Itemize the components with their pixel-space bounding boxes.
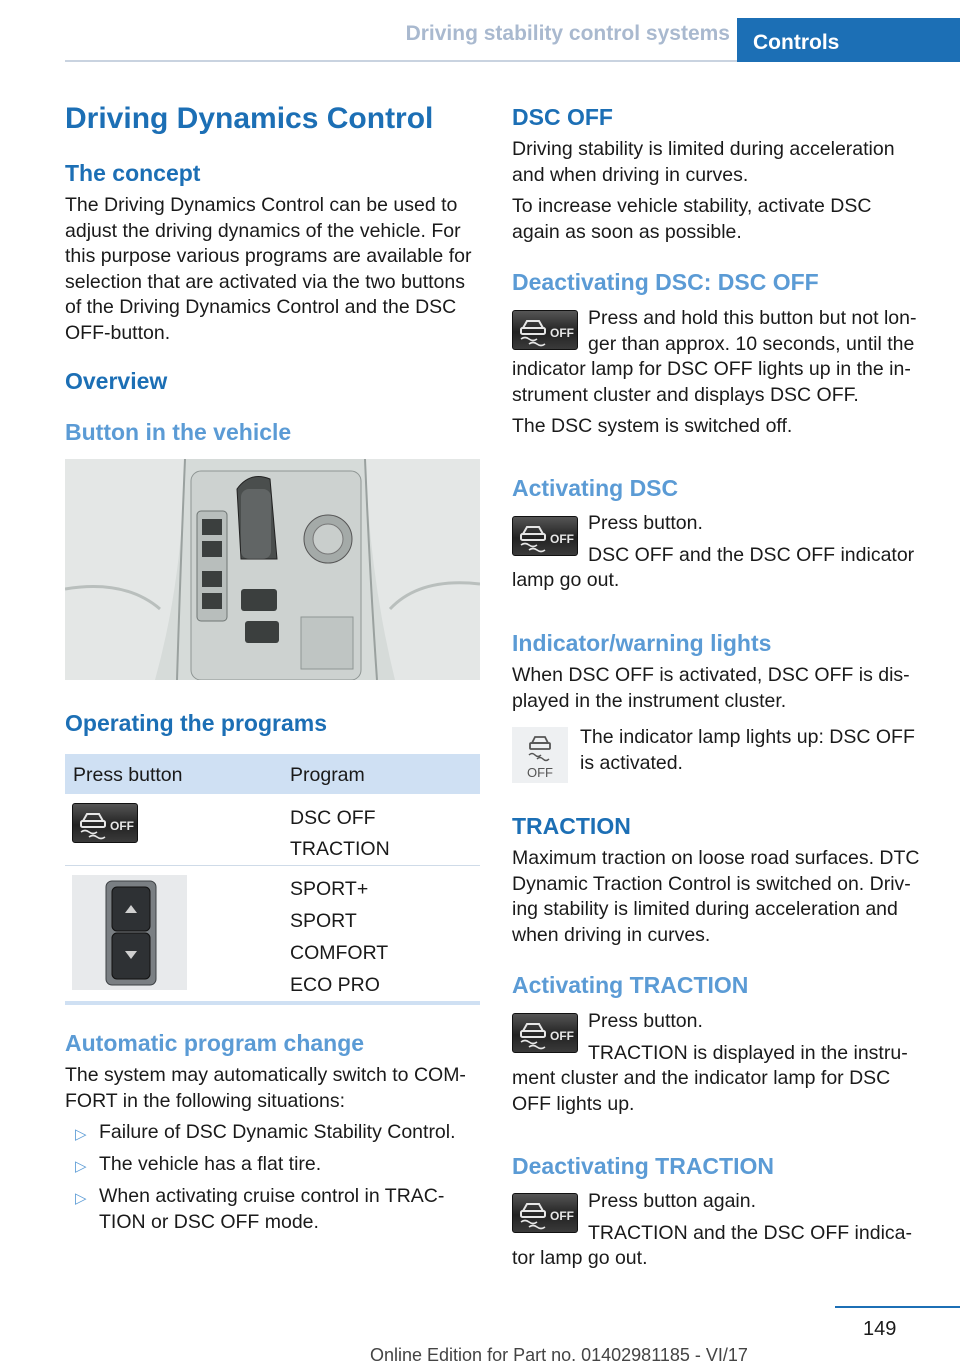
deactivating-dsc-text-b: indicator lamp for DSC OFF lights up in the in- strument cluster and displays DSC OFF. The DSC system is switched off.	[512, 358, 911, 437]
page-number: 149	[863, 1318, 897, 1340]
operating-heading: Operating the programs	[65, 710, 327, 736]
table-header-button: Press button	[73, 764, 183, 786]
button-in-vehicle-heading: Button in the vehicle	[65, 419, 292, 445]
traction-heading: TRACTION	[512, 813, 631, 839]
program-eco-pro: ECO PRO	[290, 974, 380, 996]
program-comfort: COMFORT	[290, 942, 389, 964]
deactivating-dsc-text-a: Press and hold this button but not lon- ger than approx. 10 seconds, until the	[588, 307, 917, 355]
table-header-program: Program	[290, 764, 365, 786]
traction-text: Maximum traction on loose road surfaces. DTC Dynamic Traction Control is switched on. Driv- ing stability is limited during acceleration and when driving in curves.	[512, 847, 920, 946]
dsc-off-button-icon	[512, 1013, 578, 1053]
dsc-off-icon-text: OFF	[550, 1029, 574, 1043]
dsc-off-text: Driving stability is limited during acceleration and when driving in curves. To increase vehicle stability, activate DSC again as soon as possible.	[512, 138, 895, 243]
center-console-image	[65, 459, 480, 680]
dsc-off-button-icon	[512, 310, 578, 350]
indicator-text-a: When DSC OFF is activated, DSC OFF is dis- played in the instrument cluster.	[512, 664, 910, 712]
header-chapter-tab	[737, 18, 960, 62]
program-sport-plus: SPORT+	[290, 878, 369, 900]
bullet-icon: ▷	[75, 1126, 87, 1143]
overview-heading: Overview	[65, 368, 168, 394]
table-bottom-rule	[65, 1001, 480, 1005]
header-rule	[65, 60, 737, 62]
indicator-heading: Indicator/warning lights	[512, 630, 772, 656]
auto-change-text: The system may automatically switch to COM- FORT in the following situations:	[65, 1064, 466, 1112]
activating-traction-text-a: Press button. TRACTION is displayed in the instru-	[588, 1010, 908, 1064]
list-item: Failure of DSC Dynamic Stability Control.	[99, 1121, 456, 1143]
deactivating-traction-text-b: tor lamp go out.	[512, 1247, 648, 1269]
driving-mode-rocker-switch-icon	[72, 875, 187, 990]
concept-heading: The concept	[65, 160, 201, 186]
bullet-icon: ▷	[75, 1190, 87, 1207]
program-dsc-off: DSC OFF	[290, 807, 376, 829]
footer-edition: Online Edition for Part no. 01402981185 - VI/17	[370, 1345, 748, 1365]
deactivating-traction-heading: Deactivating TRACTION	[512, 1153, 774, 1179]
program-traction: TRACTION	[290, 838, 390, 860]
table-header-row	[65, 754, 480, 794]
deactivating-traction-text-a: Press button again. TRACTION and the DSC OFF indica-	[588, 1190, 912, 1244]
dsc-off-icon-text: OFF	[550, 1209, 574, 1223]
page-title: Driving Dynamics Control	[65, 102, 434, 135]
footer-rule	[835, 1306, 960, 1308]
activating-dsc-text-a: Press button. DSC OFF and the DSC OFF indicator	[588, 512, 915, 566]
table-row-programs-2	[290, 873, 388, 1001]
header-section-title: Driving stability control systems	[405, 22, 730, 45]
table-row-programs-1	[290, 803, 390, 865]
auto-change-heading: Automatic program change	[65, 1030, 365, 1056]
dsc-off-heading: DSC OFF	[512, 104, 613, 130]
dsc-off-icon-text: OFF	[550, 326, 574, 340]
activating-dsc-heading: Activating DSC	[512, 475, 679, 501]
concept-text: The Driving Dynamics Control can be used to adjust the driving dynamics of the vehicle. For this purpose various programs are available for selection that are activated via the two buttons of the Driving Dynamics Control and the DSC OFF-button.	[65, 194, 472, 344]
bullet-icon: ▷	[75, 1158, 87, 1175]
lamp-off-text: OFF	[527, 765, 553, 780]
activating-traction-heading: Activating TRACTION	[512, 972, 749, 998]
list-item: When activating cruise control in TRAC- TION or DSC OFF mode.	[99, 1185, 445, 1233]
header-chapter-label: Controls	[753, 31, 840, 54]
dsc-off-icon-text: OFF	[550, 532, 574, 546]
program-sport: SPORT	[290, 910, 357, 932]
activating-traction-text-b: ment cluster and the indicator lamp for DSC OFF lights up.	[512, 1067, 891, 1115]
dsc-off-button-icon	[512, 1193, 578, 1233]
dsc-off-icon-text: OFF	[110, 819, 134, 833]
activating-dsc-text-b: lamp go out.	[512, 569, 620, 591]
dsc-off-button-icon	[72, 803, 138, 843]
dsc-off-indicator-lamp-icon	[512, 727, 568, 783]
indicator-text-b: The indicator lamp lights up: DSC OFF is activated.	[580, 726, 915, 774]
dsc-off-button-icon	[512, 516, 578, 556]
table-row-divider	[65, 865, 480, 866]
deactivating-dsc-heading: Deactivating DSC: DSC OFF	[512, 269, 819, 295]
list-item: The vehicle has a flat tire.	[99, 1153, 322, 1175]
